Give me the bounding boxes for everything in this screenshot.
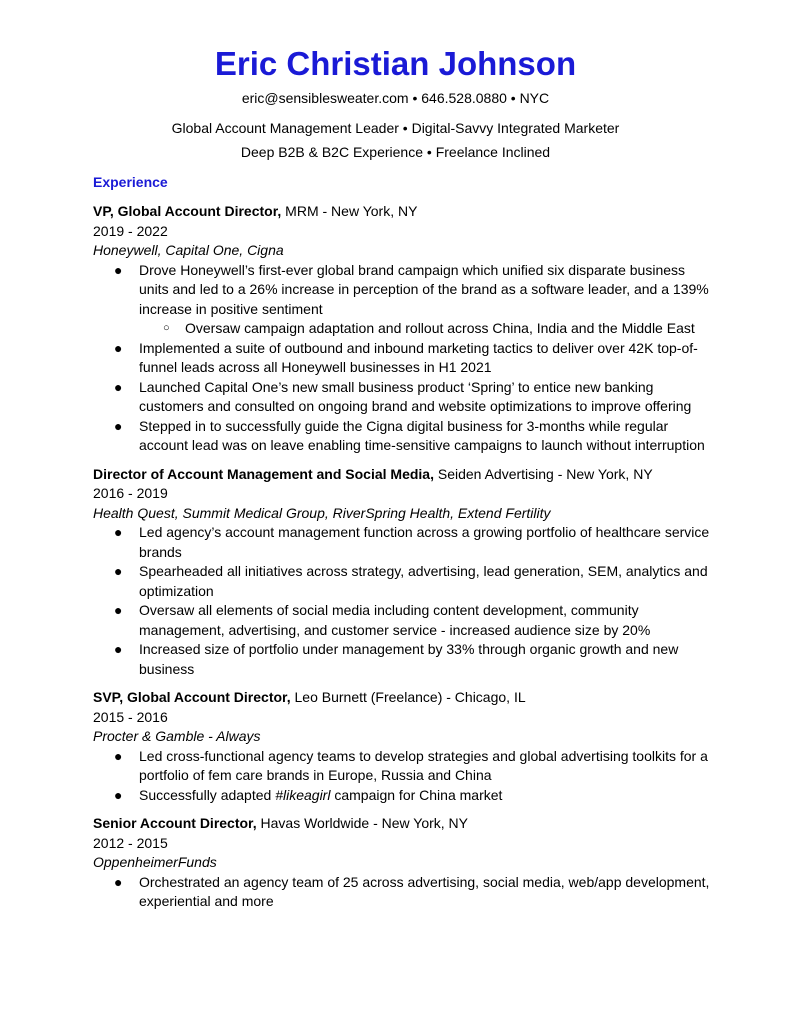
job-heading: [93, 202, 713, 222]
bullet-text: Drove Honeywell’s first-ever global brand campaign which unified six disparate business units and led to a 26% increase in perception of the brand as a software leader, and a 139% increase in positive sentiment: [139, 261, 709, 317]
bullet-item: [93, 562, 713, 601]
bullet-text: Launched Capital One’s new small business product ‘Spring’ to entice new banking customers and consulted on ongoing brand and website optimizations to improve offering: [139, 378, 692, 414]
sub-bullet-text: Oversaw campaign adaptation and rollout across China, India and the Middle East: [185, 320, 695, 336]
bullet-dot-icon: ●: [114, 602, 123, 618]
job-heading: [93, 688, 713, 708]
tagline-2: Deep B2B & B2C Experience • Freelance Inclined: [240, 144, 551, 160]
bullet-dot-icon: ●: [114, 261, 123, 278]
bullet-dot-icon: ●: [114, 378, 123, 395]
sub-bullet-item: [139, 319, 713, 339]
bullet-text: campaign for China market: [330, 786, 503, 803]
bullet-item: [93, 339, 713, 378]
bullet-item: [93, 601, 713, 640]
bullet-text: Led agency’s account management function across a growing portfolio of healthcare service brands: [139, 524, 710, 560]
job-entry: [93, 465, 713, 680]
bullet-text: Led cross-functional agency teams to develop strategies and global advertising toolkits for a portfolio of fem care brands in Europe, Russia and China: [139, 747, 708, 783]
job-clients: OppenheimerFunds: [93, 854, 217, 870]
hashtag-text: #likeagirl: [275, 786, 331, 803]
job-clients: Procter & Gamble - Always: [93, 728, 261, 744]
job-heading: [93, 465, 713, 485]
job-bullets: [93, 523, 713, 679]
bullet-item: [93, 640, 713, 679]
bullet-item: [93, 747, 713, 786]
section-title-experience: Experience: [93, 174, 168, 190]
job-dates: 2012 - 2015: [93, 834, 168, 851]
bullet-text: Orchestrated an agency team of 25 across advertising, social media, web/app development, experiential and more: [139, 873, 710, 909]
bullet-item: [93, 417, 713, 456]
bullet-item: [93, 786, 713, 806]
bullet-text: Stepped in to successfully guide the Cigna digital business for 3-months while regular account lead was on leave enabling time-sensitive campaigns to launch without interruption: [139, 417, 705, 453]
bullet-dot-icon: ●: [114, 786, 123, 803]
job-company: MRM - New York, NY: [281, 203, 418, 219]
bullet-item: [93, 378, 713, 417]
job-heading: [93, 814, 713, 834]
bullet-text: Spearheaded all initiatives across strategy, advertising, lead generation, SEM, analytics and optimization: [139, 563, 708, 599]
bullet-dot-icon: ●: [114, 563, 123, 579]
bullet-item: [93, 261, 713, 339]
job-entry: [93, 814, 713, 912]
bullet-dot-icon: ●: [114, 417, 123, 434]
bullet-text: Successfully adapted: [139, 786, 276, 803]
job-entry: [93, 688, 713, 805]
job-bullets: [93, 261, 713, 456]
bullet-item: [93, 523, 713, 562]
bullet-item: [93, 873, 713, 912]
sub-bullets: [139, 319, 713, 339]
job-dates: 2016 - 2019: [93, 485, 168, 501]
bullet-text: Increased size of portfolio under management by 33% through organic growth and new business: [139, 641, 679, 677]
job-dates: 2015 - 2016: [93, 708, 168, 725]
job-clients: Health Quest, Summit Medical Group, RiverSpring Health, Extend Fertility: [93, 504, 551, 521]
job-title: VP, Global Account Director,: [93, 203, 282, 219]
candidate-name: Eric Christian Johnson: [214, 45, 577, 82]
tagline-1: Global Account Management Leader • Digital-Savvy Integrated Marketer: [171, 120, 620, 136]
bullet-text: Oversaw all elements of social media including content development, community management, advertising, and customer service - increased audience size by 20%: [139, 602, 651, 638]
job-company: Havas Worldwide - New York, NY: [256, 815, 468, 831]
job-dates: 2019 - 2022: [93, 222, 168, 239]
job-company: Leo Burnett (Freelance) - Chicago, IL: [290, 689, 526, 705]
bullet-dot-icon: ●: [114, 339, 123, 356]
bullet-dot-icon: ●: [114, 873, 123, 890]
bullet-text: Implemented a suite of outbound and inbound marketing tactics to deliver over 42K top-of-funnel leads across all Honeywell businesses in H1 2021: [139, 339, 698, 375]
bullet-circle-icon: ○: [163, 322, 170, 334]
job-bullets: [93, 873, 713, 912]
job-entry: [93, 202, 713, 456]
job-title: SVP, Global Account Director,: [93, 689, 291, 705]
bullet-dot-icon: ●: [114, 524, 123, 540]
contact-line: eric@sensiblesweater.com • 646.528.0880 • NYC: [241, 90, 550, 106]
experience-list: [93, 202, 713, 921]
job-company: Seiden Advertising - New York, NY: [433, 465, 653, 482]
bullet-dot-icon: ●: [114, 641, 123, 657]
job-title: Senior Account Director,: [93, 815, 257, 831]
job-bullets: [93, 747, 713, 806]
job-clients: Honeywell, Capital One, Cigna: [93, 242, 284, 258]
bullet-dot-icon: ●: [114, 747, 123, 764]
job-title: Director of Account Management and Social Media,: [93, 465, 434, 482]
